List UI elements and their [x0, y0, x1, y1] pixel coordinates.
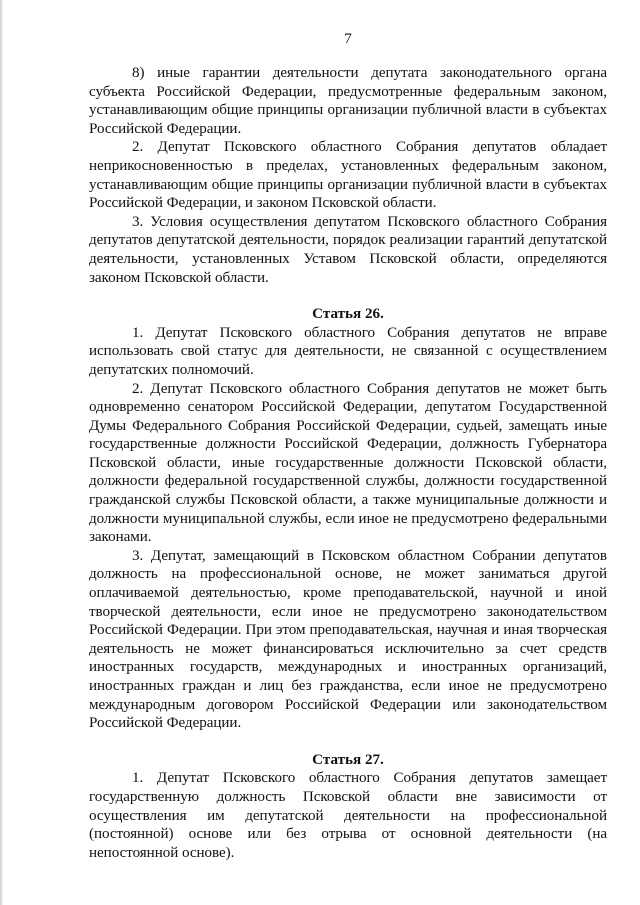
article-26-title: Статья 26.: [312, 306, 384, 323]
intro-paragraph-2: 2. Депутат Псковского областного Собрания депутатов обладает неприкосновенностью в пределах, установленных федеральным законом, устанавливающим общие принципы организации публичной власти в субъектах Российской Федерации, и законом Псковской области.: [89, 139, 607, 212]
article-26-paragraph-3: 3. Депутат, замещающий в Псковском областном Собрании депутатов должность на профессиональной основе, не может заниматься другой оплачиваемой деятельностью, кроме преподавательской, научной и иной творческой деятельности, если иное не предусмотрено законодательством Российской Федерации. При этом преподавательская, научная и иная творческая деятельность не может финансироваться исключительно за счет средств иностранных государств, международных и иностранных организаций, иностранных граждан и лиц без гражданства, если иное не предусмотрено международным договором Российской Федерации или законодательством Российской Федерации.: [89, 547, 607, 732]
article-27-title: Статья 27.: [312, 751, 384, 768]
intro-paragraph-1: 8) иные гарантии деятельности депутата законодательного органа субъекта Российской Федерации, предусмотренные федеральным законом, устанавливающим общие принципы организации публичной власти в субъектах Российской Федерации.: [89, 65, 607, 137]
article-26-paragraph-1: 1. Депутат Псковского областного Собрания депутатов не вправе использовать свой статус для деятельности, не связанной с осуществлением депутатских полномочий.: [89, 324, 607, 378]
scan-edge: [0, 0, 3, 905]
intro-paragraph-3: 3. Условия осуществления депутатом Псковского областного Собрания депутатов депутатской деятельности, порядок реализации гарантий депутатской деятельности, установленных Уставом Псковской области, определяются законом Псковской области.: [89, 213, 607, 286]
article-27-paragraph-1: 1. Депутат Псковского областного Собрания депутатов замещает государственную должность Псковской области вне зависимости от осуществления им депутатской деятельности на профессиональной (постоянной) основе или без отрыва от основной деятельности (на непостоянной основе).: [89, 770, 607, 861]
document-page: [89, 30, 607, 862]
page-number: 7: [344, 31, 352, 47]
article-26-paragraph-2: 2. Депутат Псковского областного Собрания депутатов не может быть одновременно сенатором Российской Федерации, депутатом Государственной Думы Федерального Собрания Российской Федерации, судьей, замещать иные государственные должности Российской Федерации, должность Губернатора Псковской области, иные государственные должности Псковской области, должности федеральной государственной службы, должности государственной гражданской службы Псковской области, а также муниципальные должности и должности муниципальной службы, если иное не предусмотрено федеральными законами.: [89, 380, 607, 546]
